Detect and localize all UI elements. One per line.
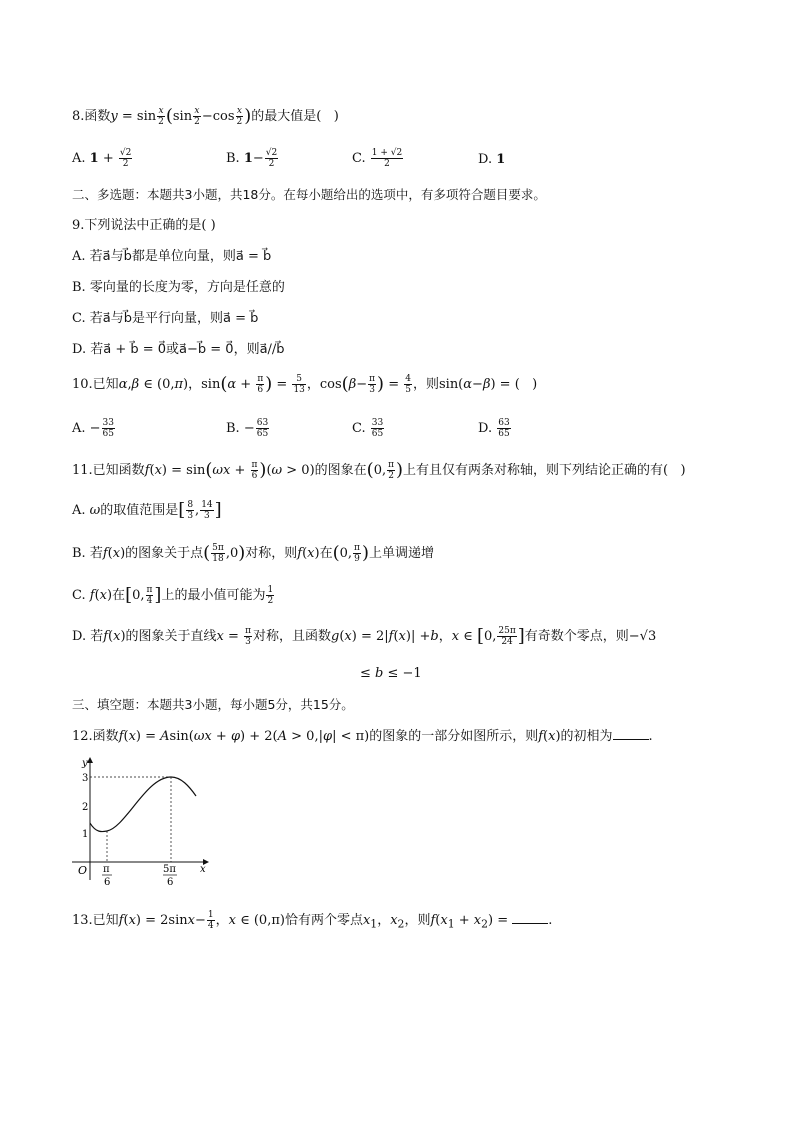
y-axis-label: y [82, 758, 88, 769]
x-tick-pi-6-den: 6 [104, 877, 111, 888]
q10-option-b: B. − $\frac{63}{65}$ [226, 418, 269, 439]
q8-option-a: A. 1 + $\frac{√2}{2}$ [72, 148, 132, 169]
q9-option-a: A. 若a⃗与b⃗都是单位向量，则a⃗ = b⃗ [72, 249, 272, 264]
q11-option-a: A. ω的取值范围是[ $\frac{8}{3}$ , $\frac{14}{3}$ ] [72, 499, 222, 521]
q9-option-b: B. 零向量的长度为零，方向是任意的 [72, 280, 285, 295]
q12-stem: 12.函数f(x) = Asin(ωx + φ) + 2(A > 0,|φ| < π)的图象的一部分如图所示，则f(x)的初相为 . [72, 729, 653, 744]
x-axis-label: x [200, 864, 206, 875]
q10-option-d: D. $\frac{63}{65}$ [478, 418, 510, 439]
sine-curve [90, 777, 196, 832]
q10-option-c: C. $\frac{33}{65}$ [352, 418, 384, 439]
q9-option-c: C. 若a⃗与b⃗是平行向量，则a⃗ = b⃗ [72, 311, 259, 326]
q11-stem: 11.已知函数f(x) = sin(ωx + $\frac{\pi}{6}$ )(ω > 0)的图象在(0, $\frac{\pi}{2}$ )上有且仅有两条对称轴，则下列结论正确的有( ) [72, 459, 686, 481]
q9-stem: 9.下列说法中正确的是( ) [72, 218, 216, 233]
x-tick-5pi-6-num: 5π [163, 864, 176, 875]
section-2-heading: 二、多选题：本题共3小题，共18分。在每小题给出的选项中，有多项符合题目要求。 [72, 187, 546, 202]
q8-option-b: B. 1− $\frac{√2}{2}$ [226, 148, 278, 169]
section-3-heading: 三、填空题：本题共3小题，每小题5分，共15分。 [72, 697, 354, 712]
q10-option-a: A. − $\frac{33}{65}$ [72, 418, 114, 439]
origin-label: O [78, 864, 88, 877]
y-tick-3: 3 [82, 773, 89, 784]
q12-graph [66, 754, 216, 894]
q11-option-c: C. f(x)在[0, $\frac{\pi}{4}$ ]上的最小值可能为 $\frac{1}{2}$ [72, 584, 274, 606]
x-tick-pi-6-num: π [103, 864, 110, 875]
q8-option-d: D. 1 [478, 152, 506, 167]
q8-stem: 8.函数y = sin $\frac{x}{2}$ (sin $\frac{x}{2}$ −cos $\frac{x}{2}$ )的最大值是( ) [72, 105, 339, 127]
q11-option-b: B. 若f(x)的图象关于点( $\frac{5\pi}{18}$ ,0)对称，则f(x)在(0, $\frac{\pi}{9}$ )上单调递增 [72, 542, 434, 564]
y-tick-2: 2 [82, 802, 89, 813]
q11-option-d-continued: ≤ b ≤ −1 [360, 666, 422, 681]
y-tick-1: 1 [82, 829, 89, 840]
q8-option-c: C. $\frac{1 + √2}{2}$ [352, 148, 403, 169]
q11-option-d: D. 若f(x)的图象关于直线x = $\frac{\pi}{3}$ 对称，且函数g(x) = 2|f(x)| +b，x ∈ [0, $\frac{25\pi}{24}$ ]有奇数个零点，则−√3 [72, 625, 657, 647]
q9-option-d: D. 若a⃗ + b⃗ = 0⃗或a⃗−b⃗ = 0⃗，则a⃗//b⃗ [72, 342, 285, 357]
x-tick-5pi-6-den: 6 [167, 877, 174, 888]
q10-stem: 10.已知α,β ∈ (0,π)，sin(α + $\frac{\pi}{6}$ ) = $\frac{5}{13}$ ，cos(β− $\frac{\pi}{3}$ ) = $\frac{4}{5}$ ，则sin(α−β) = ( ) [72, 373, 538, 395]
q13-stem: 13.已知f(x) = 2sinx− $\frac{1}{4}$ ，x ∈ (0,π)恰有两个零点$x_1$，$x_2$，则$f(x_1 + x_2)$ = . [72, 910, 553, 931]
